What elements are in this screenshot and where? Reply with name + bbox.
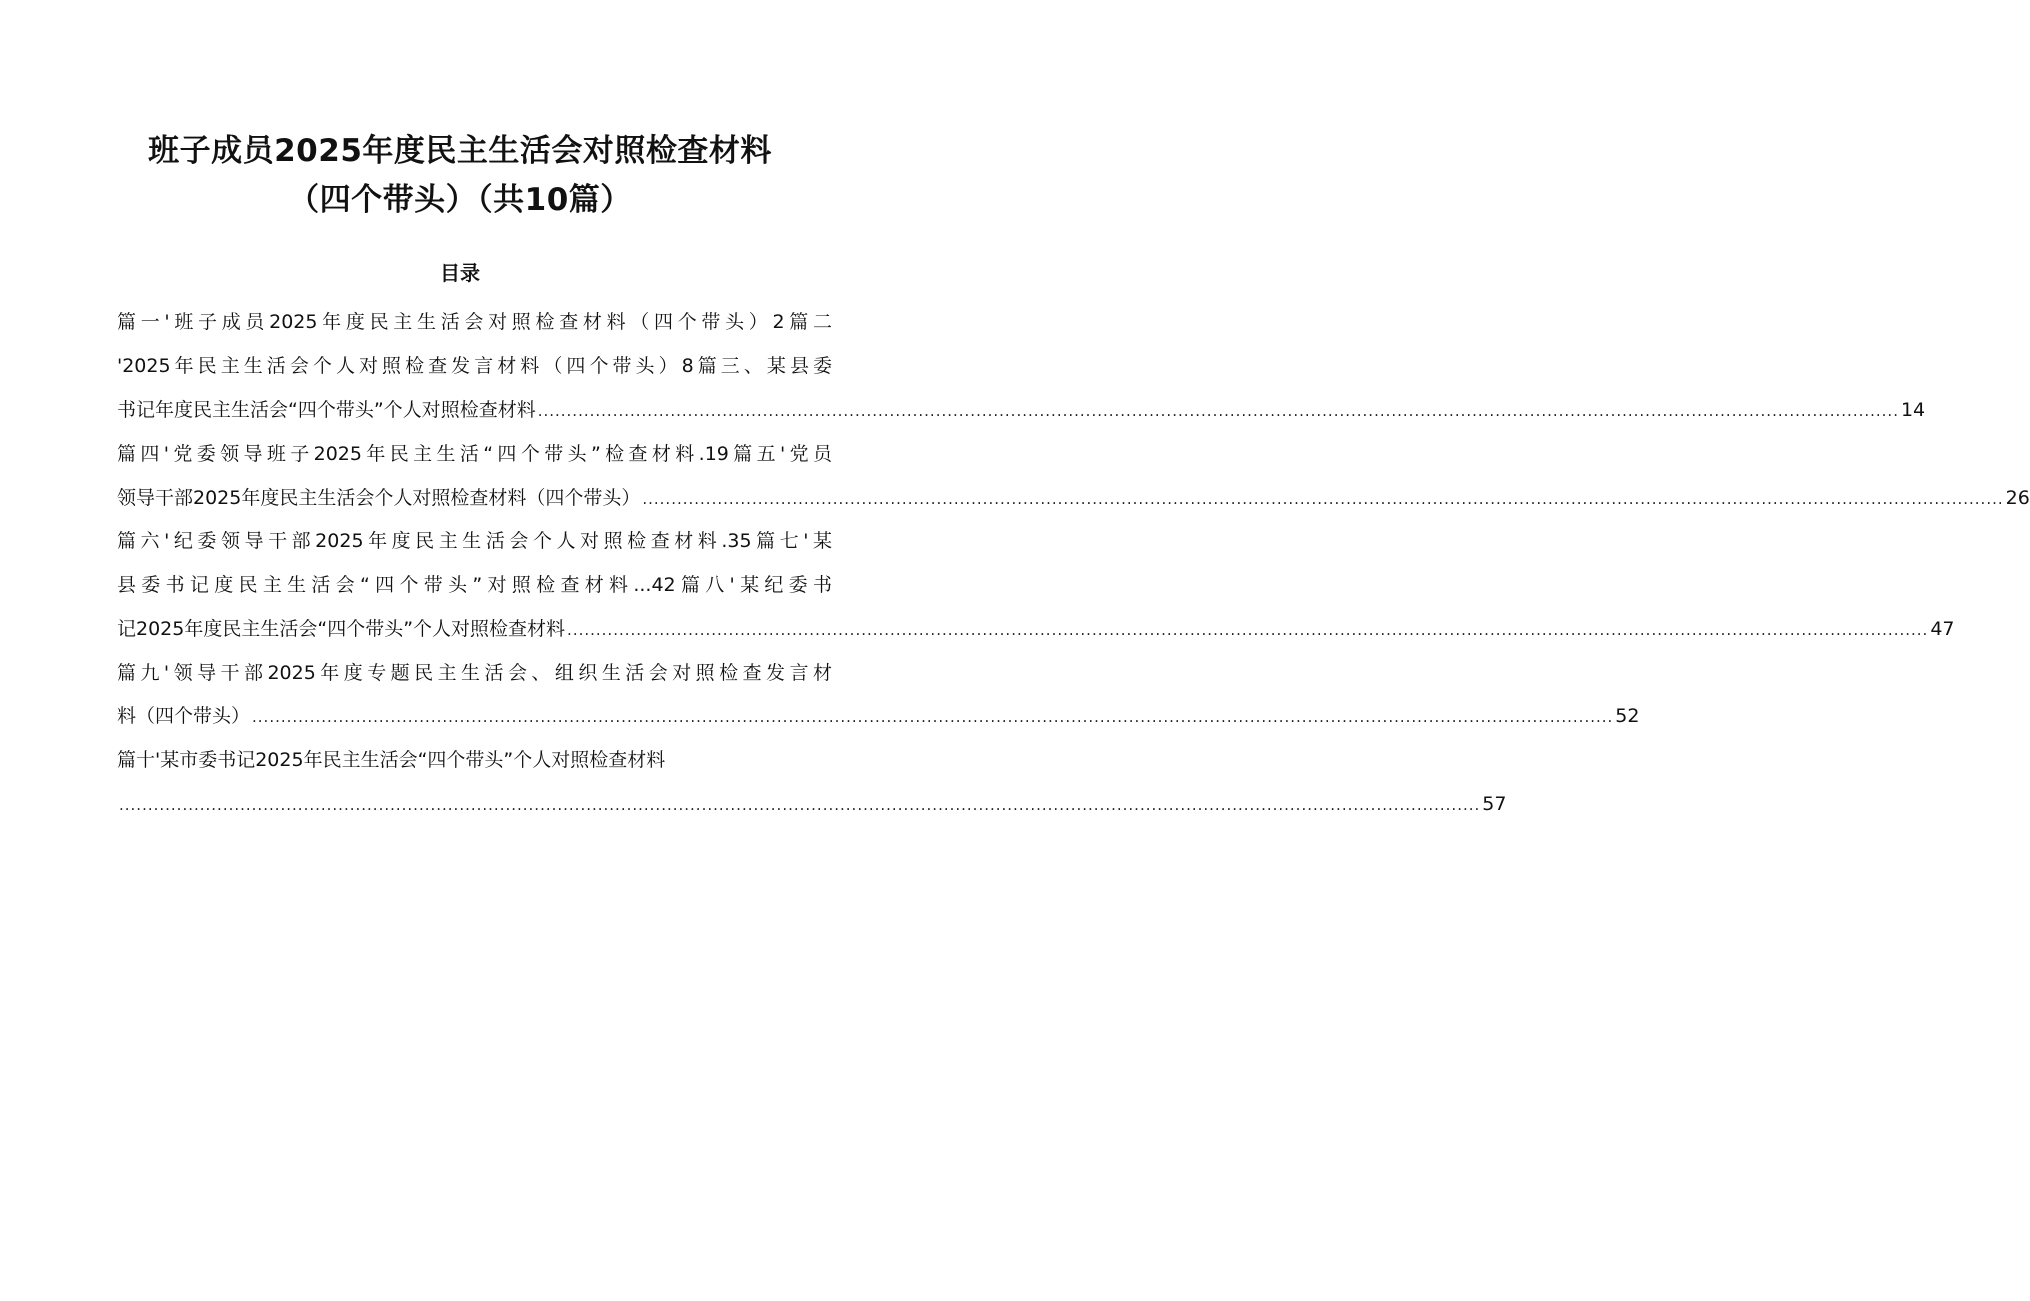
toc-line[interactable] [117, 614, 1955, 644]
document-title-line-2: （四个带头）（共10篇） [288, 182, 632, 218]
toc-line[interactable]: 篇十'某市委书记2025年民主生活会“四个带头”个人对照检查材料 [117, 749, 666, 771]
toc-page-number: 57 [1482, 793, 1507, 815]
dot-leader: ............................................................................................................................................................................................................................................ [119, 796, 1481, 814]
toc-page-number: 52 [1615, 705, 1640, 727]
dot-leader: ............................................................................................................................................................................................................................................ [537, 402, 1899, 420]
toc-line[interactable]: 篇九'领导干部2025年度专题民主生活会、组织生活会对照检查发言材 [117, 662, 832, 684]
dot-leader: ............................................................................................................................................................................................................................................ [252, 708, 1614, 726]
toc-line[interactable]: 篇四'党委领导班子2025年民主生活“四个带头”检查材料.19篇五'党员 [117, 443, 832, 465]
toc-page-number: 14 [1900, 399, 1926, 421]
toc-line[interactable]: 篇六'纪委领导干部2025年度民主生活会个人对照检查材料.35篇七'某 [117, 530, 832, 552]
toc-page-number: 47 [1930, 618, 1955, 640]
toc-line[interactable] [117, 701, 1640, 731]
toc-entry-text: 记2025年度民主生活会“四个带头”个人对照检查材料 [117, 618, 566, 640]
toc-line[interactable]: 篇一'班子成员2025年度民主生活会对照检查材料（四个带头）2篇二 [117, 311, 832, 333]
toc-line[interactable] [117, 395, 1926, 425]
toc-heading: 目录 [440, 261, 480, 285]
toc-line[interactable] [117, 789, 1507, 819]
document-title-line-1: 班子成员2025年度民主生活会对照检查材料 [148, 133, 772, 169]
toc-line[interactable]: '2025年民主生活会个人对照检查发言材料（四个带头）8篇三、某县委 [117, 355, 832, 377]
toc-line[interactable]: 县委书记度民主生活会“四个带头”对照检查材料...42篇八'某纪委书 [117, 574, 832, 596]
dot-leader: ............................................................................................................................................................................................................................................ [567, 621, 1929, 639]
toc-entry-text: 书记年度民主生活会“四个带头”个人对照检查材料 [117, 399, 536, 421]
dot-leader: ............................................................................................................................................................................................................................................ [642, 490, 2004, 508]
toc-entry-text: 领导干部2025年度民主生活会个人对照检查材料（四个带头） [117, 487, 641, 509]
toc-entry-text: 料（四个带头） [117, 705, 251, 727]
toc-page-number: 26 [2005, 487, 2030, 509]
toc-line[interactable] [117, 483, 2030, 513]
